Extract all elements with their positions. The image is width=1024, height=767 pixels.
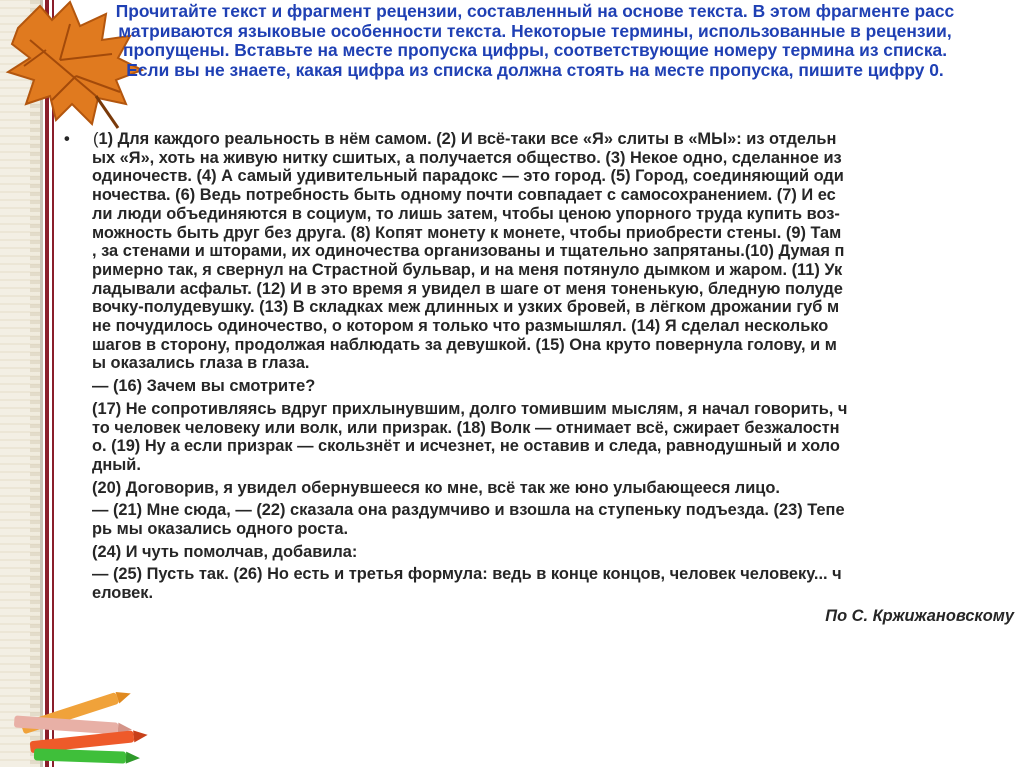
text-line: (17) Не сопротивляясь вдруг прихлынувшим, долго томившим мыслям, я начал говорить, ч: [92, 399, 848, 418]
text-line: одиночеств. (4) А самый удивительный парадокс — это город. (5) Город, соединяющий оди: [92, 167, 844, 186]
text-line: ладывали асфальт. (12) И в это время я увидел в шаге от меня тоненькую, бледную полуде: [92, 279, 843, 298]
text-line: не почудилось одиночество, о котором я только что размышлял. (14) Я сделал несколько: [92, 317, 829, 336]
text-line: о. (19) Ну а если призрак — скользнёт и исчезнет, не оставив и следа, равнодушный и холо: [92, 437, 840, 456]
paren-char: (: [93, 130, 99, 148]
text-line: еловек.: [92, 584, 154, 603]
text-line: шагов в сторону, продолжая наблюдать за девушкой. (15) Она круто повернула голову, и м: [92, 335, 837, 354]
instruction-line: пропущены. Вставьте на месте пропуска цифры, соответствующие номеру термина из списка.: [122, 40, 948, 61]
text-line: дный.: [92, 455, 141, 474]
text-line: , за стенами и шторами, их одиночества организованы и тщательно запрятаны.(10) Думая п: [92, 242, 845, 261]
source-text: [64, 130, 1016, 626]
source-attribution: По С. Кржижановскому: [825, 606, 1014, 625]
text-line: можность быть друг без друга. (8) Копят монету к монете, чтобы приобрести стены. (9) Там: [92, 223, 842, 242]
instruction-line: Если вы не знаете, какая цифра из списка должна стоять на месте пропуска, пишите цифру 0.: [126, 59, 944, 80]
text-line: [64, 130, 1016, 149]
text-line: (20) Договорив, я увидел обернувшееся ко мне, всё так же юно улыбающееся лицо.: [92, 478, 780, 497]
text-line: ых «Я», хоть на живую нитку сшитых, а получается общество. (3) Некое одно, сделанное из: [92, 148, 842, 167]
text-line: — (21) Мне сюда, — (22) сказала она раздумчиво и взошла на ступеньку подъезда. (23) Тепе: [92, 501, 845, 520]
crayons-icon: [0, 682, 150, 767]
text-line: рь мы оказались одного роста.: [92, 520, 349, 539]
text-line: то человек человеку или волк, или призрак. (18) Волк — отнимает всё, сжирает безжалостн: [92, 418, 840, 437]
task-instructions: [52, 2, 1018, 80]
text-line: ночества. (6) Ведь потребность быть одному почти совпадает с самосохранением. (7) И ес: [92, 186, 836, 205]
text-line: — (16) Зачем вы смотрите?: [92, 377, 316, 396]
instruction-line: матриваются языковые особенности текста. Некоторые термины, использованные в рецензии,: [118, 20, 952, 41]
text-line: римерно так, я свернул на Страстной бульвар, и на меня потянуло дымком и жаром. (11) Ук: [92, 260, 843, 279]
text-line: (24) И чуть помолчав, добавила:: [92, 542, 358, 561]
text-line-content: 1) Для каждого реальность в нём самом. (2) И всё-таки все «Я» слиты в «МЫ»: из отдельн: [98, 130, 837, 148]
instruction-line: Прочитайте текст и фрагмент рецензии, составленный на основе текста. В этом фрагменте расс: [115, 1, 955, 21]
text-line: — (25) Пусть так. (26) Но есть и третья формула: ведь в конце концов, человек человеку... ч: [92, 565, 842, 584]
bullet: •: [64, 130, 70, 148]
text-line: ли люди объединяются в социум, то лишь затем, чтобы ценою упорного труда купить воз-: [92, 204, 840, 223]
text-line: ы оказались глаза в глаза.: [92, 354, 310, 373]
text-line: вочку-полудевушку. (13) В складках меж длинных и узких бровей, в лёгком дрожании губ м: [92, 298, 840, 317]
